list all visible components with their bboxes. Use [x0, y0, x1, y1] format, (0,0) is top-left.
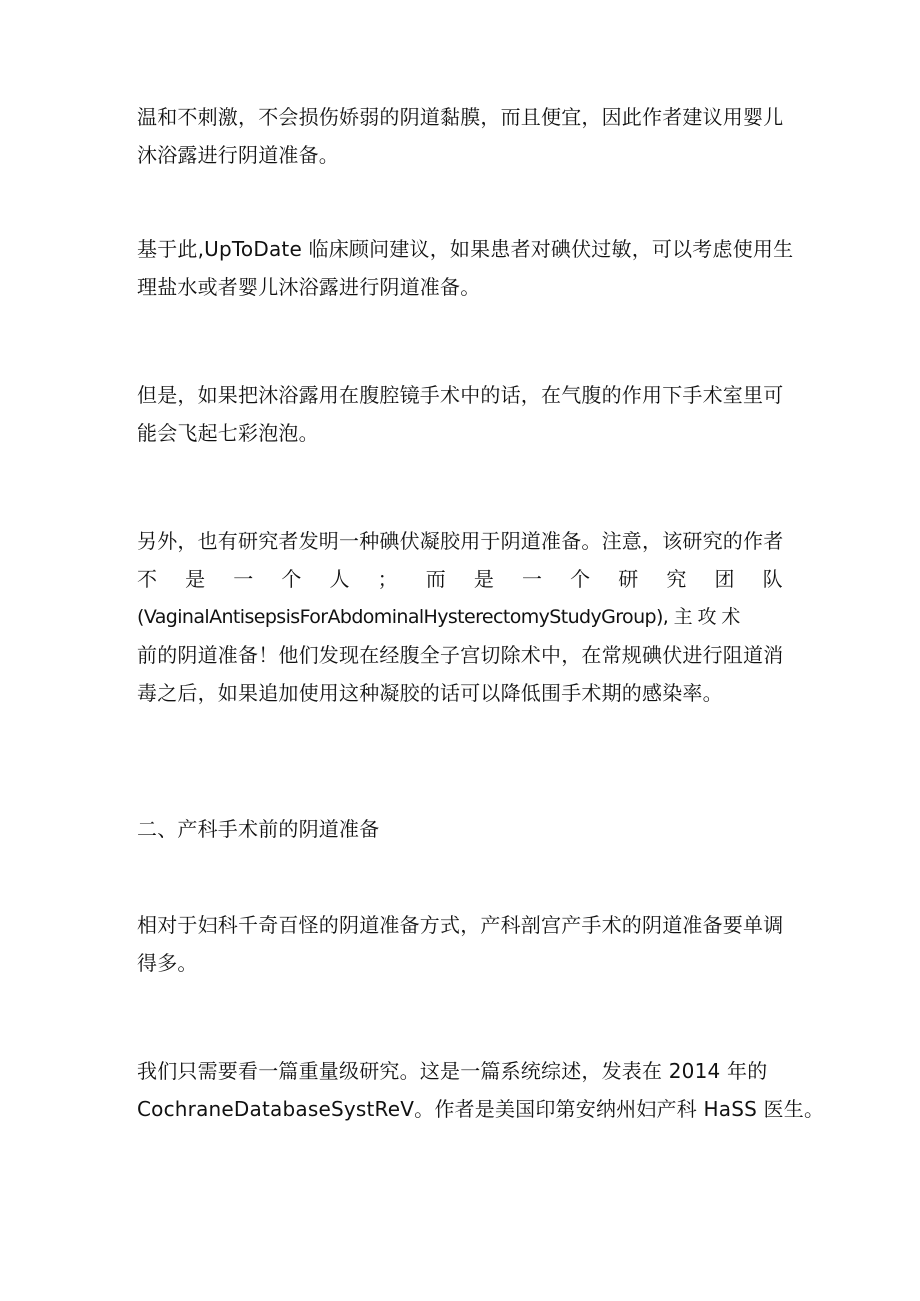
- heading-text: 二、产科手术前的阴道准备: [137, 817, 380, 841]
- spaced-char: 不: [137, 567, 158, 591]
- study-group-line: (VaginalAntisepsisForAbdominalHysterectomyStudyGroup), 主 攻 术: [137, 606, 740, 628]
- spaced-char: 人: [329, 567, 350, 591]
- section-heading: [137, 810, 787, 848]
- text-line: 但是，如果把沐浴露用在腹腔镜手术中的话，在气腹的作用下手术室里可: [137, 383, 784, 407]
- spaced-char: 研: [618, 567, 639, 591]
- spaced-char: 究: [666, 567, 687, 591]
- spaced-char: 是: [473, 567, 495, 591]
- spaced-char: 一: [233, 567, 254, 591]
- paragraph-obstetrics: [137, 906, 787, 982]
- spaced-char: 一: [522, 567, 543, 591]
- text-line: 温和不刺激，不会损伤娇弱的阴道黏膜，而且便宜，因此作者建议用婴儿: [137, 105, 784, 129]
- text-line: 前的阴道准备！他们发现在经腹全子宫切除术中，在常规碘伏进行阻道消: [137, 643, 784, 667]
- spaced-char: 个: [281, 567, 302, 591]
- paragraph-laparoscopy: [137, 376, 787, 452]
- paragraph-iodine-gel: [137, 522, 787, 712]
- spaced-char: 团: [714, 567, 735, 591]
- spaced-char: 是: [185, 567, 206, 591]
- text-line: 毒之后，如果追加使用这种凝胶的话可以降低围手术期的感染率。: [137, 681, 723, 705]
- text-line: 我们只需要看一篇重量级研究。这是一篇系统综述，发表在 2014 年的: [137, 1059, 768, 1083]
- spaced-text-line: [137, 560, 783, 598]
- paragraph-baby-wash: [137, 98, 787, 174]
- spaced-char: ；: [377, 567, 398, 591]
- spaced-char: 而: [425, 567, 446, 591]
- text-line: 能会飞起七彩泡泡。: [137, 421, 319, 445]
- paragraph-cochrane: [137, 1052, 825, 1128]
- text-line: 另外，也有研究者发明一种碘伏凝胶用于阴道准备。注意，该研究的作者: [137, 529, 784, 553]
- text-line: 基于此,UpToDate 临床顾问建议，如果患者对碘伏过敏，可以考虑使用生: [137, 237, 794, 261]
- text-line: 理盐水或者婴儿沐浴露进行阴道准备。: [137, 275, 481, 299]
- text-line: CochraneDatabaseSystReV。作者是美国印第安纳州妇产科 HaSS 医生。: [137, 1097, 825, 1121]
- text-line: 相对于妇科千奇百怪的阴道准备方式，产科剖宫产手术的阴道准备要单调: [137, 913, 784, 937]
- spaced-char: 个: [570, 567, 591, 591]
- paragraph-uptodate: [137, 230, 794, 306]
- text-line: 得多。: [137, 951, 198, 975]
- text-line: 沐浴露进行阴道准备。: [137, 143, 339, 167]
- spaced-char: 队: [762, 567, 783, 591]
